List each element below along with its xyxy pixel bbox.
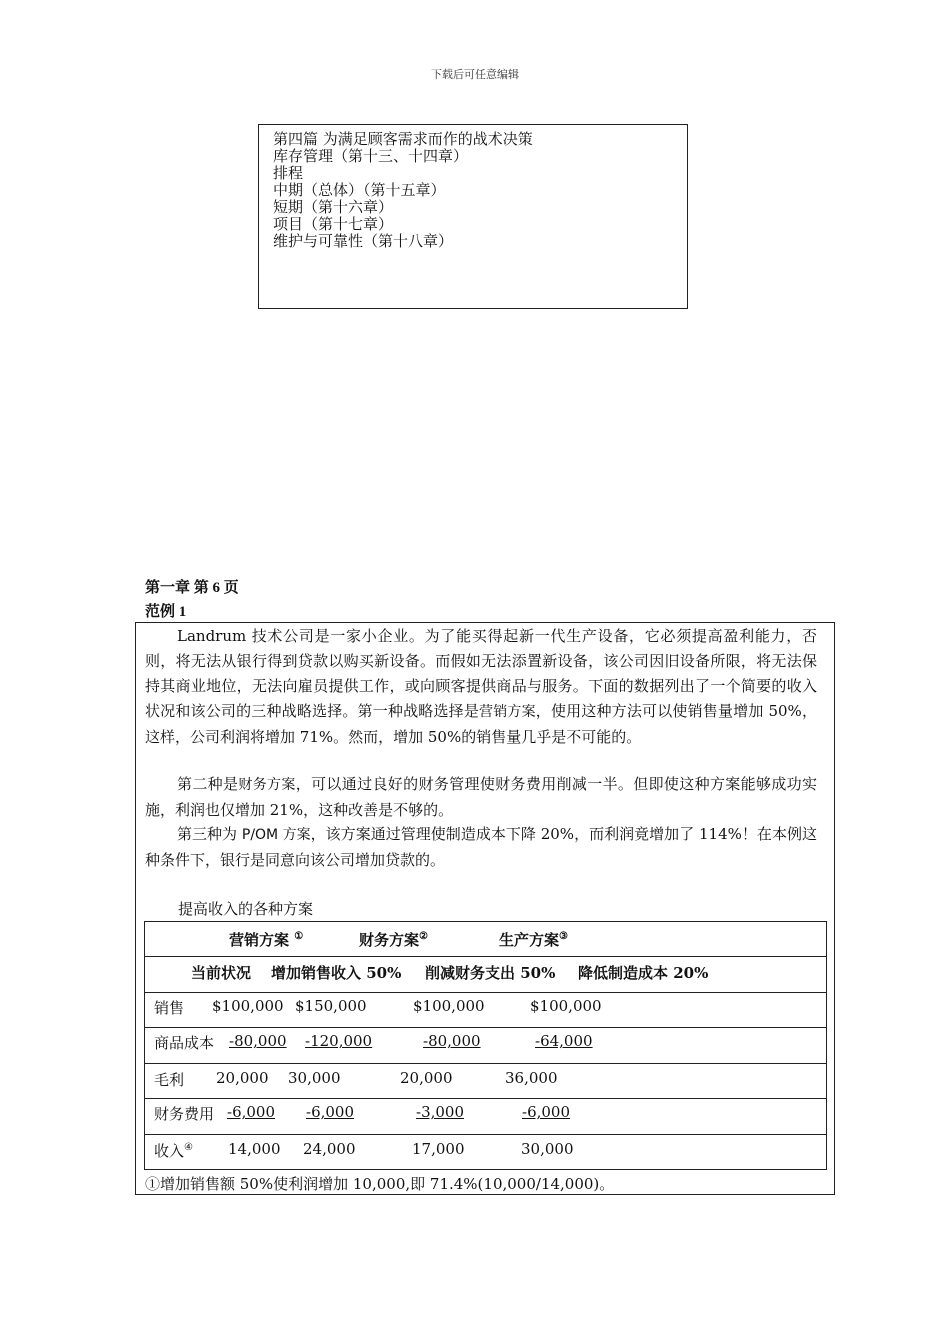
table-row-plans	[145, 922, 826, 957]
table-cell: 17,000	[412, 1140, 465, 1158]
column-header: 削减财务支出 50%	[425, 964, 556, 982]
table-cell: $100,000	[530, 997, 602, 1015]
p3-text-a: 第三种为	[177, 825, 242, 843]
table-cell: 30,000	[521, 1140, 574, 1158]
table-cell: 24,000	[303, 1140, 356, 1158]
p3-term: P/OM 方案	[241, 827, 311, 843]
toc-line: 项目（第十七章）	[273, 215, 394, 233]
toc-line: 中期（总体）（第十五章）	[273, 181, 446, 199]
p1-term: 营销方案	[479, 704, 536, 720]
row-label: 毛利	[154, 1071, 185, 1089]
table-row	[145, 1028, 826, 1064]
table-cell: 30,000	[288, 1069, 341, 1087]
paragraph-1	[145, 624, 817, 750]
table-row	[145, 993, 826, 1028]
page-header: 下载后可任意编辑	[431, 68, 519, 81]
toc-line: 短期（第十六章）	[273, 198, 394, 216]
p3-text-b: ，该方案通过管理使制造成本下降 20%，而利润竟增加了 114%！在本例这种条件下，银行是同意向该公司增加贷款的。	[145, 825, 817, 869]
table-cell: -3,000	[416, 1103, 465, 1121]
footnote: ①增加销售额 50%使利润增加 10,000,即 71.4%(10,000/14,000)。	[145, 1175, 615, 1193]
toc-box	[258, 124, 688, 309]
table-cell: -80,000	[423, 1032, 481, 1050]
row-label: 收入④	[154, 1142, 193, 1160]
example-title: 范例 1	[145, 604, 187, 620]
column-header: 增加销售收入 50%	[271, 964, 402, 982]
plan-marketing: 营销方案 ①	[229, 931, 304, 949]
plan-finance: 财务方案②	[359, 931, 428, 949]
row-label: 销售	[154, 999, 185, 1017]
column-header: 降低制造成本 20%	[578, 964, 709, 982]
table-cell: -6,000	[522, 1103, 571, 1121]
table-cell: -6,000	[306, 1103, 355, 1121]
table-cell: $100,000	[413, 997, 485, 1015]
table-row	[145, 1064, 826, 1099]
row-label: 商品成本	[154, 1034, 215, 1052]
p2-text-b: ，可以通过良好的财务管理使财务费用削减一半。但即使这种方案能够成功实施，利润也仅增加 21%，这种改善是不够的。	[145, 775, 817, 819]
toc-line: 库存管理（第十三、十四章）	[273, 147, 469, 165]
table-cell: -6,000	[227, 1103, 276, 1121]
p1-text-b: ，使用这种方法可以使销售量增加 50%，这样，公司利润将增加 71%。然而，增加 50%的销售量几乎是不可能的。	[145, 702, 817, 746]
section-title: 第一章 第 6 页	[145, 580, 239, 596]
table-row	[145, 1099, 826, 1135]
revenue-table	[144, 921, 827, 1170]
p2-term: 财务方案	[238, 777, 296, 793]
table-cell: 20,000	[400, 1069, 453, 1087]
table-cell: -120,000	[305, 1032, 373, 1050]
toc-line: 第四篇 为满足顾客需求而作的战术决策	[273, 130, 533, 148]
paragraph-2	[145, 772, 817, 823]
p2-text-a: 第二种是	[177, 775, 239, 793]
toc-line: 排程	[273, 164, 304, 182]
table-caption: 提高收入的各种方案	[178, 900, 314, 918]
table-cell: -64,000	[535, 1032, 593, 1050]
table-cell: $100,000	[212, 997, 284, 1015]
table-cell: 14,000	[228, 1140, 281, 1158]
paragraph-3	[145, 822, 817, 873]
toc-line: 维护与可靠性（第十八章）	[273, 232, 454, 250]
p1-text-a: Landrum 技术公司是一家小企业。为了能买得起新一代生产设备，它必须提高盈利能力，否则，将无法从银行得到贷款以购买新设备。而假如无法添置新设备，该公司因旧设备所限，将无法保持其商业地位，无法向雇员提供工作，或向顾客提供商品与服务。下面的数据列出了一个简要的收入状况和该公司的三种战略选择。第一种战略选择是	[145, 627, 817, 720]
table-cell: 20,000	[216, 1069, 269, 1087]
plan-production: 生产方案③	[499, 931, 568, 949]
table-cell: -80,000	[229, 1032, 287, 1050]
table-row-columns	[145, 957, 826, 993]
row-label: 财务费用	[154, 1105, 215, 1123]
table-row	[145, 1135, 826, 1170]
column-header: 当前状况	[191, 964, 252, 982]
table-cell: 36,000	[505, 1069, 558, 1087]
table-cell: $150,000	[295, 997, 367, 1015]
